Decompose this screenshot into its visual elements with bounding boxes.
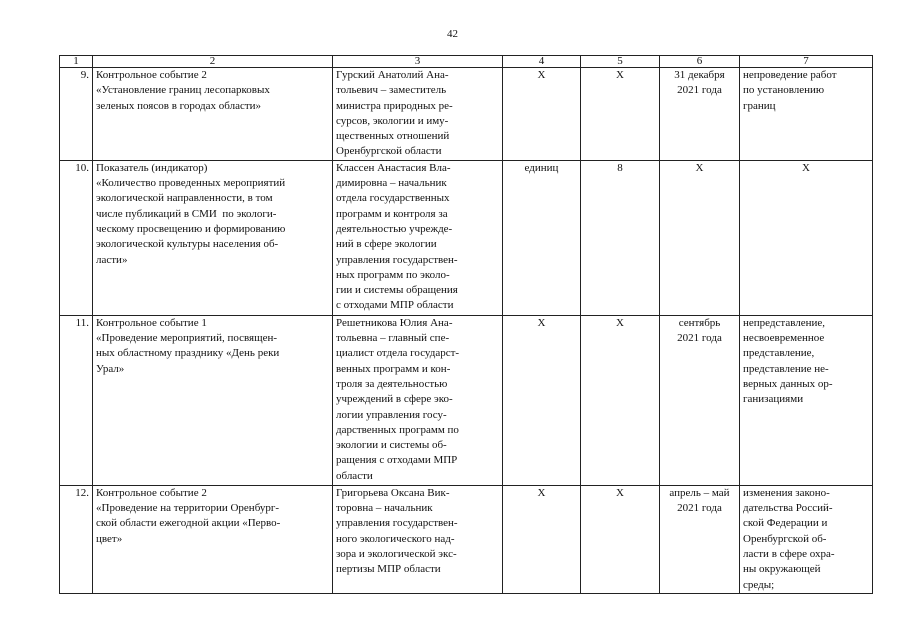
- deadline-cell: 31 декабря 2021 года: [660, 68, 740, 161]
- row-number: 12.: [60, 485, 93, 593]
- event-cell: Показатель (индикатор) «Количество проведенных мероприятий экологической направленности, в том числе публикаций в СМИ по экологи- ческому просвещению и формированию экологической культуры населения об- ласти»: [93, 160, 333, 315]
- event-cell: Контрольное событие 2 «Установление границ лесопарковых зеленых поясов в городах области»: [93, 68, 333, 161]
- table-row: [60, 315, 873, 485]
- event-cell: Контрольное событие 1 «Проведение мероприятий, посвящен- ных областному празднику «День реки Урал»: [93, 315, 333, 485]
- header-col-5: 5: [581, 56, 660, 68]
- header-col-4: 4: [503, 56, 581, 68]
- unit-cell: X: [503, 68, 581, 161]
- responsible-cell: Классен Анастасия Вла- димировна – начальник отдела государственных программ и контроля за деятельностью учрежде- ний в сфере экологии управления государствен- ных программ по эколо- гии и системы обращения с отходами МПР области: [333, 160, 503, 315]
- header-col-1: 1: [60, 56, 93, 68]
- page-number: 42: [447, 28, 458, 40]
- measures-table: [59, 55, 873, 594]
- unit-cell: X: [503, 315, 581, 485]
- value-cell: 8: [581, 160, 660, 315]
- header-col-3: 3: [333, 56, 503, 68]
- table-row: [60, 485, 873, 593]
- header-col-6: 6: [660, 56, 740, 68]
- header-col-2: 2: [93, 56, 333, 68]
- note-cell: X: [740, 160, 873, 315]
- row-number: 10.: [60, 160, 93, 315]
- table-header-row: [60, 56, 873, 68]
- row-number: 9.: [60, 68, 93, 161]
- note-cell: изменения законо- дательства Россий- ской Федерации и Оренбургской об- ласти в сфере охра- ны окружающей среды;: [740, 485, 873, 593]
- value-cell: X: [581, 485, 660, 593]
- responsible-cell: Григорьева Оксана Вик- торовна – начальник управления государствен- ного экологического над- зора и экологической экс- пертизы МПР области: [333, 485, 503, 593]
- deadline-cell: X: [660, 160, 740, 315]
- note-cell: непроведение работ по установлению границ: [740, 68, 873, 161]
- table-row: [60, 160, 873, 315]
- row-number: 11.: [60, 315, 93, 485]
- value-cell: X: [581, 315, 660, 485]
- note-cell: непредставление, несвоевременное представление, представление не- верных данных ор- ганизациями: [740, 315, 873, 485]
- deadline-cell: апрель – май 2021 года: [660, 485, 740, 593]
- responsible-cell: Решетникова Юлия Ана- тольевна – главный спе- циалист отдела государст- венных программ и кон- троля за деятельностью учреждений в сфере эко- логии управления госу- дарственных программ по экологии и системы об- ращения с отходами МПР области: [333, 315, 503, 485]
- deadline-cell: сентябрь 2021 года: [660, 315, 740, 485]
- table-row: [60, 68, 873, 161]
- header-col-7: 7: [740, 56, 873, 68]
- unit-cell: единиц: [503, 160, 581, 315]
- responsible-cell: Гурский Анатолий Ана- тольевич – заместитель министра природных ре- сурсов, экологии и иму- щественных отношений Оренбургской области: [333, 68, 503, 161]
- unit-cell: X: [503, 485, 581, 593]
- event-cell: Контрольное событие 2 «Проведение на территории Оренбург- ской области ежегодной акции «Перво- цвет»: [93, 485, 333, 593]
- value-cell: X: [581, 68, 660, 161]
